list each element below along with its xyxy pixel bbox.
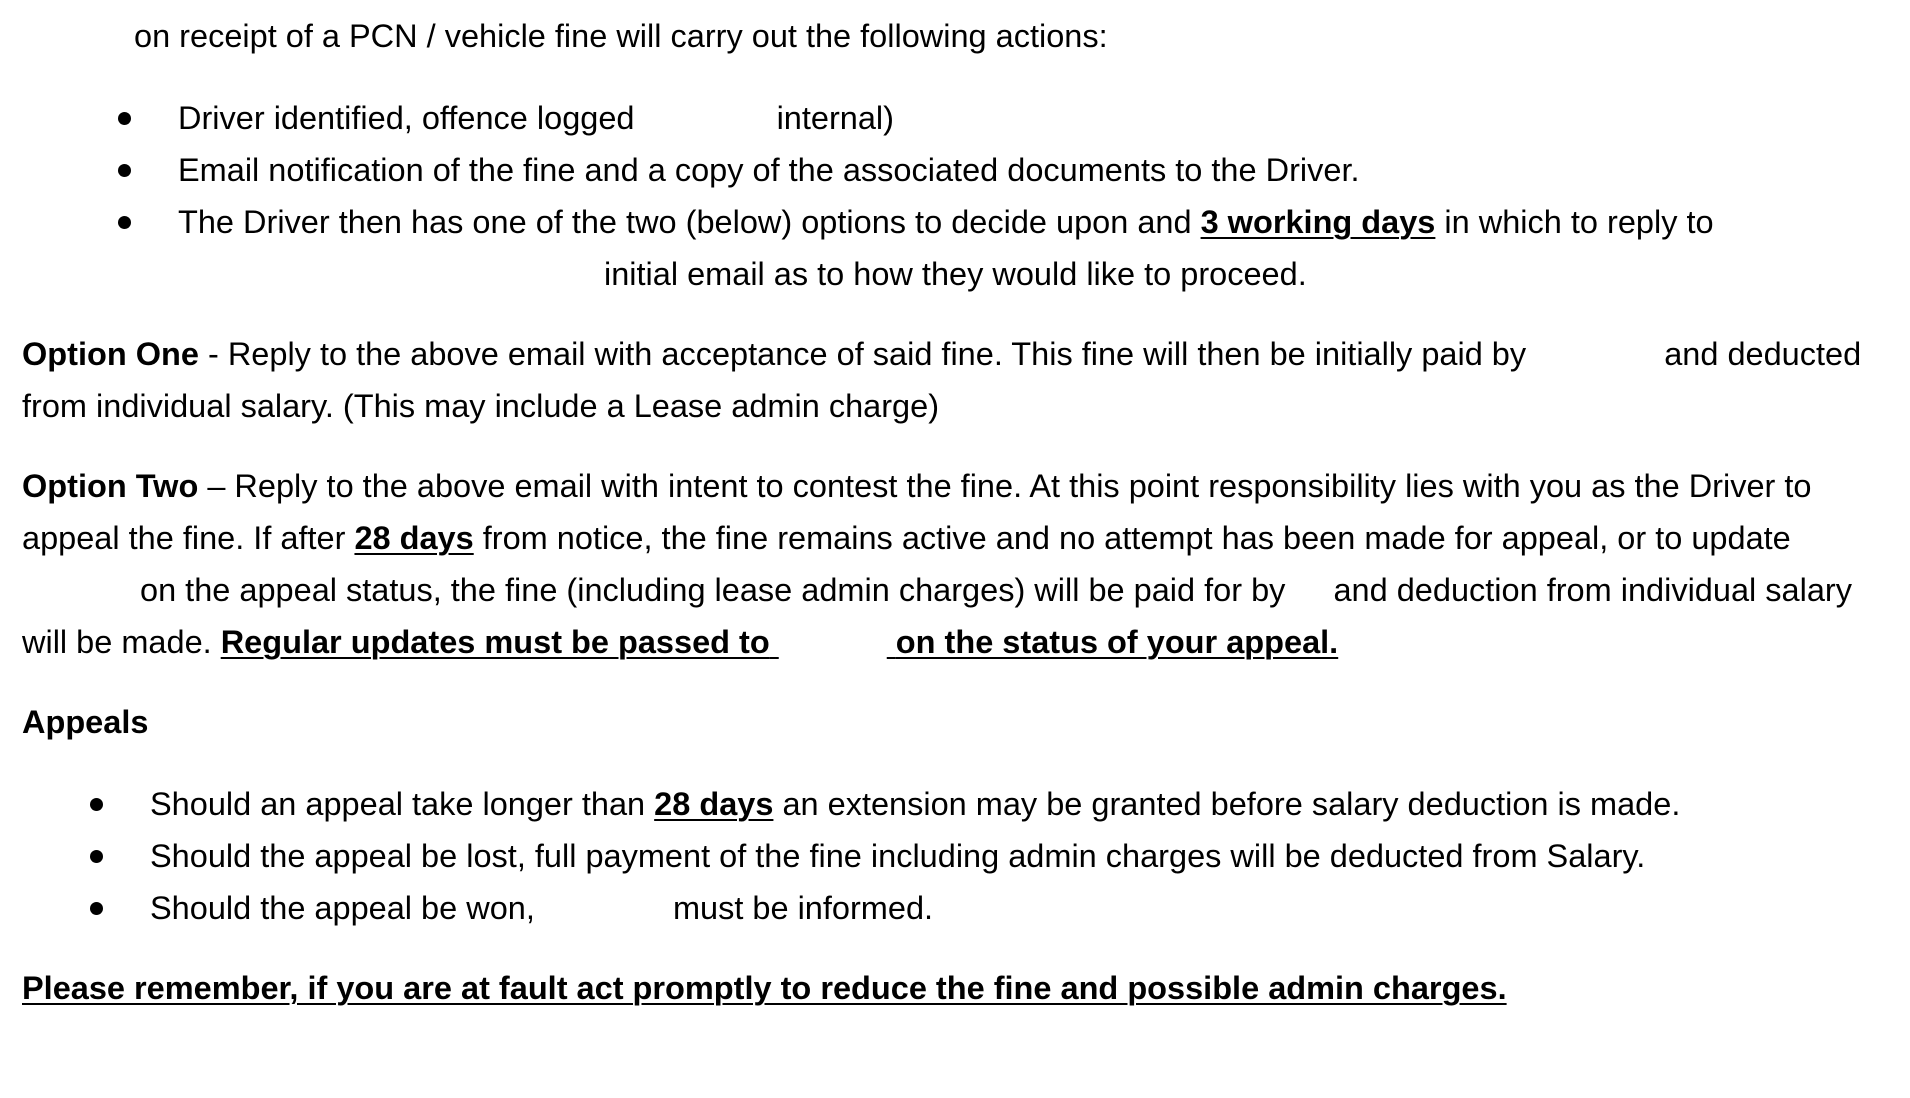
appeal-text: Should the appeal be lost, full payment of the fine including admin charges will be deducted from Salary. (150, 838, 1646, 874)
bullet-icon (118, 216, 131, 229)
action-text: in which to reply to (1444, 204, 1714, 240)
actions-list (22, 92, 1902, 300)
redacted-area (1535, 341, 1655, 371)
action-text: initial email as to how they would like to proceed. (604, 256, 1307, 292)
appeal-text: Should the appeal be won, (150, 890, 535, 926)
appeal-text: an extension may be granted before salary deduction is made. (773, 786, 1681, 822)
action-text: Email notification of the fine and a copy of the associated documents to the Driver. (178, 152, 1360, 188)
option-one-text: and deducted from individual salary. (This may include a Lease admin charge) (22, 336, 1862, 424)
action-text: The Driver then has one of the two (below) options to decide upon and (178, 204, 1192, 240)
redacted-area (779, 629, 887, 659)
list-item (22, 882, 1902, 934)
list-item (22, 144, 1902, 196)
appeals-heading: Appeals (22, 704, 149, 740)
option-two-text: from notice, the fine remains active and no attempt has been made for appeal, or to update (473, 520, 1791, 556)
option-one-paragraph (22, 328, 1902, 432)
option-one-text: - Reply to the above email with acceptance of said fine. This fine will then be initially paid by (198, 336, 1527, 372)
option-two-text: and deduction from individual salary will be made. (22, 572, 1852, 660)
bullet-icon (118, 112, 131, 125)
list-item (22, 778, 1902, 830)
intro-paragraph (22, 10, 1902, 62)
option-two-text: – Reply to the above email with intent to contest the fine. At this point responsibility lies with you as the Driver to appeal the fine. If after (22, 468, 1812, 556)
appeal-text: Should an appeal take longer than (150, 786, 655, 822)
redacted-area (22, 577, 140, 607)
action-text: internal) (776, 100, 894, 136)
redacted-area (1294, 577, 1324, 607)
list-item (22, 92, 1902, 144)
closing-reminder: Please remember, if you are at fault act promptly to reduce the fine and possible admin charges. (22, 970, 1507, 1006)
action-text: Driver identified, offence logged (178, 100, 635, 136)
intro-text: on receipt of a PCN / vehicle fine will carry out the following actions: (134, 18, 1108, 54)
redacted-area (544, 895, 664, 925)
updates-emphasis: Regular updates must be passed to on the status of your appeal. (220, 624, 1339, 660)
appeals-list (22, 778, 1902, 934)
bullet-icon (118, 164, 131, 177)
deadline-emphasis: 3 working days (1200, 204, 1436, 240)
option-one-label: Option One (22, 336, 199, 372)
option-two-paragraph (22, 460, 1902, 668)
list-item (22, 196, 1902, 300)
redacted-area (468, 261, 604, 291)
bullet-icon (90, 798, 103, 811)
redacted-area (644, 105, 768, 135)
deadline-emphasis: 28 days (654, 786, 774, 822)
document-page (22, 10, 1902, 1014)
bullet-icon (90, 902, 103, 915)
list-item (22, 830, 1902, 882)
appeal-text: must be informed. (672, 890, 934, 926)
bullet-icon (90, 850, 103, 863)
option-two-text: on the appeal status, the fine (including lease admin charges) will be paid for by (140, 572, 1286, 608)
deadline-emphasis: 28 days (354, 520, 474, 556)
option-two-label: Option Two (22, 468, 199, 504)
